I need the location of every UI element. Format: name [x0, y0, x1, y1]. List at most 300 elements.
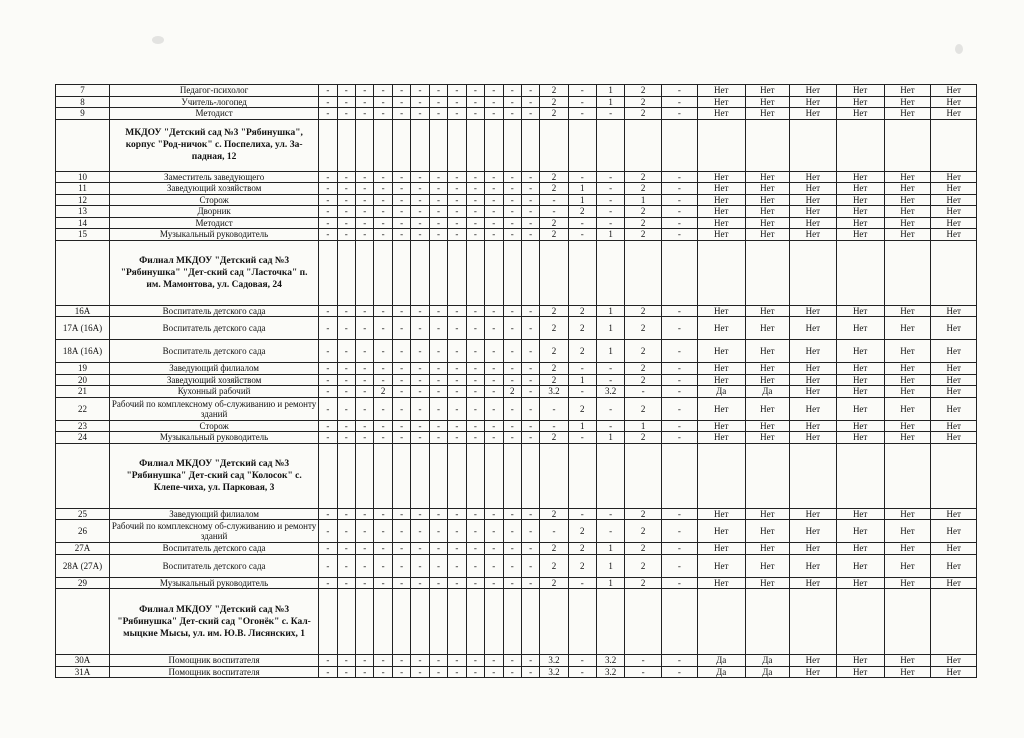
factor-value-cell: -: [411, 229, 429, 241]
factor-value-cell: -: [466, 183, 484, 195]
factor-value-cell: -: [448, 96, 466, 108]
yes-no-cell: Нет: [836, 543, 884, 555]
row-number: 11: [56, 183, 110, 195]
factor-value-cell: 2: [625, 171, 662, 183]
factor-value-cell: -: [466, 108, 484, 120]
factor-value-cell: -: [503, 374, 521, 386]
factor-value-cell: -: [448, 386, 466, 398]
yes-no-cell: Нет: [836, 554, 884, 577]
factor-value-cell: -: [466, 508, 484, 520]
factor-value-cell: 2: [374, 386, 392, 398]
yes-no-cell: Нет: [745, 183, 789, 195]
empty-cell: [337, 240, 355, 305]
empty-cell: [745, 443, 789, 508]
section-title: Филиал МКДОУ "Детский сад №3 "Рябинушка" Дет-ский сад "Колосок" с. Клепе-чиха, ул. Парковая, 3: [110, 443, 319, 508]
yes-no-cell: Нет: [836, 217, 884, 229]
yes-no-cell: Нет: [789, 171, 836, 183]
factor-value-cell: -: [392, 386, 410, 398]
factor-value-cell: -: [356, 206, 374, 218]
factor-value-cell: -: [448, 194, 466, 206]
factor-value-cell: -: [448, 317, 466, 340]
factor-value-cell: -: [392, 340, 410, 363]
yes-no-cell: Нет: [884, 577, 931, 589]
factor-value-cell: 2: [503, 386, 521, 398]
empty-cell: [789, 443, 836, 508]
factor-value-cell: -: [392, 363, 410, 375]
factor-value-cell: 2: [625, 206, 662, 218]
factor-value-cell: -: [411, 386, 429, 398]
table-row: [56, 554, 977, 577]
yes-no-cell: Нет: [745, 108, 789, 120]
yes-no-cell: Нет: [697, 96, 745, 108]
factor-value-cell: -: [466, 666, 484, 678]
factor-value-cell: 2: [568, 305, 596, 317]
position-name: Кухонный рабочий: [110, 386, 319, 398]
yes-no-cell: Нет: [697, 171, 745, 183]
factor-value-cell: -: [411, 577, 429, 589]
yes-no-cell: Нет: [789, 666, 836, 678]
factor-value-cell: 1: [596, 577, 624, 589]
factor-value-cell: -: [374, 217, 392, 229]
empty-cell: [503, 589, 521, 655]
empty-cell: [521, 240, 539, 305]
factor-value-cell: -: [485, 577, 503, 589]
factor-value-cell: 2: [540, 171, 568, 183]
factor-value-cell: -: [374, 305, 392, 317]
empty-cell: [466, 240, 484, 305]
factor-value-cell: -: [448, 340, 466, 363]
factor-value-cell: -: [521, 520, 539, 543]
factor-value-cell: -: [429, 543, 447, 555]
yes-no-cell: Нет: [745, 520, 789, 543]
yes-no-cell: Нет: [836, 317, 884, 340]
empty-cell: [568, 240, 596, 305]
yes-no-cell: Нет: [884, 554, 931, 577]
empty-cell: [836, 240, 884, 305]
yes-no-cell: Нет: [884, 655, 931, 667]
row-number: 31А: [56, 666, 110, 678]
factor-value-cell: -: [337, 508, 355, 520]
yes-no-cell: Нет: [884, 520, 931, 543]
yes-no-cell: Нет: [789, 217, 836, 229]
factor-value-cell: 2: [540, 432, 568, 444]
empty-cell: [485, 119, 503, 171]
factor-value-cell: -: [485, 374, 503, 386]
yes-no-cell: Нет: [931, 363, 977, 375]
empty-cell: [521, 443, 539, 508]
factor-value-cell: -: [337, 543, 355, 555]
position-name: Заместитель заведующего: [110, 171, 319, 183]
factor-value-cell: -: [568, 217, 596, 229]
factor-value-cell: -: [319, 194, 337, 206]
section-title: Филиал МКДОУ "Детский сад №3 "Рябинушка" Дет-ский сад "Огонёк" с. Кал-мыцкие Мысы, ул. им. Ю.В. Лисянских, 1: [110, 589, 319, 655]
scan-smudge: [955, 44, 963, 54]
factor-value-cell: -: [485, 108, 503, 120]
factor-value-cell: 3.2: [540, 386, 568, 398]
factor-value-cell: -: [662, 317, 698, 340]
table-row: [56, 194, 977, 206]
factor-value-cell: -: [429, 432, 447, 444]
factor-value-cell: 2: [540, 340, 568, 363]
factor-value-cell: -: [374, 229, 392, 241]
yes-no-cell: Нет: [884, 420, 931, 432]
table-row: [56, 655, 977, 667]
factor-value-cell: -: [429, 108, 447, 120]
factor-value-cell: 2: [540, 554, 568, 577]
factor-value-cell: -: [662, 520, 698, 543]
yes-no-cell: Нет: [931, 85, 977, 97]
yes-no-cell: Нет: [745, 577, 789, 589]
table-row: [56, 108, 977, 120]
factor-value-cell: -: [662, 217, 698, 229]
yes-no-cell: Нет: [697, 432, 745, 444]
factor-value-cell: -: [466, 340, 484, 363]
empty-cell: [931, 589, 977, 655]
factor-value-cell: -: [448, 432, 466, 444]
yes-no-cell: Нет: [697, 206, 745, 218]
factor-value-cell: -: [319, 171, 337, 183]
yes-no-cell: Нет: [836, 432, 884, 444]
factor-value-cell: -: [337, 340, 355, 363]
yes-no-cell: Нет: [884, 217, 931, 229]
factor-value-cell: -: [503, 96, 521, 108]
factor-value-cell: -: [448, 171, 466, 183]
factor-value-cell: -: [662, 374, 698, 386]
factor-value-cell: -: [503, 397, 521, 420]
row-number: 27А: [56, 543, 110, 555]
empty-cell: [503, 443, 521, 508]
factor-value-cell: 2: [625, 374, 662, 386]
factor-value-cell: -: [319, 577, 337, 589]
section-header-row: [56, 589, 977, 655]
factor-value-cell: -: [448, 577, 466, 589]
empty-cell: [319, 443, 337, 508]
yes-no-cell: Нет: [931, 206, 977, 218]
table-row: [56, 171, 977, 183]
factor-value-cell: -: [568, 655, 596, 667]
table-row: [56, 183, 977, 195]
factor-value-cell: -: [356, 229, 374, 241]
scan-smudge: [152, 36, 164, 44]
factor-value-cell: -: [429, 305, 447, 317]
factor-value-cell: -: [503, 363, 521, 375]
factor-value-cell: -: [374, 171, 392, 183]
factor-value-cell: -: [356, 85, 374, 97]
yes-no-cell: Нет: [789, 108, 836, 120]
factor-value-cell: -: [392, 171, 410, 183]
factor-value-cell: -: [337, 397, 355, 420]
yes-no-cell: Нет: [931, 397, 977, 420]
yes-no-cell: Нет: [931, 340, 977, 363]
yes-no-cell: Нет: [745, 96, 789, 108]
yes-no-cell: Нет: [697, 183, 745, 195]
factor-value-cell: 3.2: [596, 386, 624, 398]
factor-value-cell: -: [319, 554, 337, 577]
factor-value-cell: -: [596, 108, 624, 120]
factor-value-cell: -: [503, 108, 521, 120]
factor-value-cell: -: [662, 386, 698, 398]
empty-cell: [884, 240, 931, 305]
row-number: 9: [56, 108, 110, 120]
yes-no-cell: Да: [697, 386, 745, 398]
position-name: Методист: [110, 108, 319, 120]
factor-value-cell: -: [662, 340, 698, 363]
factor-value-cell: -: [411, 194, 429, 206]
factor-value-cell: -: [429, 655, 447, 667]
factor-value-cell: -: [374, 340, 392, 363]
yes-no-cell: Да: [745, 386, 789, 398]
factor-value-cell: -: [411, 183, 429, 195]
factor-value-cell: -: [596, 217, 624, 229]
table-row: [56, 206, 977, 218]
factor-value-cell: -: [319, 108, 337, 120]
factor-value-cell: -: [337, 655, 355, 667]
table-row: [56, 520, 977, 543]
factor-value-cell: -: [485, 194, 503, 206]
factor-value-cell: -: [411, 171, 429, 183]
factor-value-cell: 1: [596, 85, 624, 97]
factor-value-cell: -: [411, 108, 429, 120]
factor-value-cell: -: [337, 363, 355, 375]
empty-cell: [931, 443, 977, 508]
factor-value-cell: -: [568, 386, 596, 398]
factor-value-cell: -: [448, 508, 466, 520]
factor-value-cell: -: [485, 96, 503, 108]
yes-no-cell: Нет: [836, 183, 884, 195]
empty-cell: [540, 443, 568, 508]
factor-value-cell: -: [411, 374, 429, 386]
factor-value-cell: -: [662, 96, 698, 108]
factor-value-cell: 2: [568, 520, 596, 543]
factor-value-cell: -: [429, 206, 447, 218]
yes-no-cell: Нет: [931, 655, 977, 667]
factor-value-cell: -: [337, 520, 355, 543]
factor-value-cell: -: [392, 206, 410, 218]
factor-value-cell: -: [392, 543, 410, 555]
factor-value-cell: -: [337, 305, 355, 317]
factor-value-cell: -: [448, 305, 466, 317]
factor-value-cell: -: [429, 420, 447, 432]
factor-value-cell: -: [356, 96, 374, 108]
factor-value-cell: -: [485, 432, 503, 444]
document-page: [55, 84, 977, 678]
factor-value-cell: -: [337, 374, 355, 386]
factor-value-cell: -: [356, 340, 374, 363]
position-name: Музыкальный руководитель: [110, 577, 319, 589]
empty-cell: [596, 240, 624, 305]
yes-no-cell: Да: [745, 655, 789, 667]
yes-no-cell: Нет: [931, 374, 977, 386]
yes-no-cell: Нет: [789, 85, 836, 97]
empty-cell: [503, 240, 521, 305]
factor-value-cell: -: [485, 217, 503, 229]
yes-no-cell: Нет: [697, 554, 745, 577]
yes-no-cell: Нет: [745, 508, 789, 520]
factor-value-cell: -: [356, 217, 374, 229]
factor-value-cell: 2: [568, 543, 596, 555]
factor-value-cell: -: [503, 508, 521, 520]
factor-value-cell: -: [319, 363, 337, 375]
yes-no-cell: Нет: [836, 508, 884, 520]
factor-value-cell: 2: [625, 397, 662, 420]
factor-value-cell: -: [466, 317, 484, 340]
factor-value-cell: 1: [568, 420, 596, 432]
yes-no-cell: Нет: [884, 340, 931, 363]
factor-value-cell: -: [540, 420, 568, 432]
yes-no-cell: Нет: [789, 363, 836, 375]
factor-value-cell: -: [411, 305, 429, 317]
table-row: [56, 363, 977, 375]
factor-value-cell: -: [521, 508, 539, 520]
yes-no-cell: Нет: [789, 96, 836, 108]
factor-value-cell: -: [521, 229, 539, 241]
position-name: Сторож: [110, 420, 319, 432]
factor-value-cell: -: [411, 363, 429, 375]
factor-value-cell: -: [392, 108, 410, 120]
factor-value-cell: -: [485, 508, 503, 520]
empty-cell: [466, 589, 484, 655]
factor-value-cell: -: [448, 374, 466, 386]
yes-no-cell: Нет: [836, 229, 884, 241]
table-row: [56, 577, 977, 589]
factor-value-cell: -: [568, 666, 596, 678]
yes-no-cell: Нет: [789, 420, 836, 432]
position-name: Учитель-логопед: [110, 96, 319, 108]
factor-value-cell: 2: [625, 229, 662, 241]
empty-cell: [392, 119, 410, 171]
yes-no-cell: Нет: [697, 317, 745, 340]
factor-value-cell: -: [392, 229, 410, 241]
factor-value-cell: -: [485, 183, 503, 195]
factor-value-cell: -: [356, 420, 374, 432]
factor-value-cell: 2: [625, 508, 662, 520]
empty-cell: [836, 119, 884, 171]
factor-value-cell: -: [356, 577, 374, 589]
factor-value-cell: -: [596, 520, 624, 543]
factor-value-cell: -: [411, 543, 429, 555]
empty-cell: [374, 589, 392, 655]
position-name: Заведующий филиалом: [110, 508, 319, 520]
yes-no-cell: Нет: [931, 554, 977, 577]
factor-value-cell: -: [485, 520, 503, 543]
row-number: 26: [56, 520, 110, 543]
factor-value-cell: 3.2: [596, 655, 624, 667]
factor-value-cell: 2: [540, 374, 568, 386]
factor-value-cell: -: [503, 543, 521, 555]
table-row: [56, 340, 977, 363]
factor-value-cell: -: [521, 666, 539, 678]
factor-value-cell: -: [374, 543, 392, 555]
factor-value-cell: 2: [625, 305, 662, 317]
factor-value-cell: -: [374, 363, 392, 375]
factor-value-cell: -: [521, 85, 539, 97]
factor-value-cell: 1: [596, 543, 624, 555]
table-row: [56, 229, 977, 241]
position-name: Помощник воспитателя: [110, 655, 319, 667]
table-row: [56, 217, 977, 229]
empty-cell: [356, 589, 374, 655]
empty-cell: [374, 240, 392, 305]
factor-value-cell: -: [596, 206, 624, 218]
factor-value-cell: -: [485, 666, 503, 678]
empty-cell: [662, 589, 698, 655]
factor-value-cell: -: [662, 554, 698, 577]
yes-no-cell: Нет: [884, 317, 931, 340]
factor-value-cell: 2: [540, 96, 568, 108]
yes-no-cell: Нет: [931, 420, 977, 432]
position-name: Помощник воспитателя: [110, 666, 319, 678]
position-name: Музыкальный руководитель: [110, 229, 319, 241]
yes-no-cell: Нет: [789, 554, 836, 577]
factor-value-cell: -: [521, 183, 539, 195]
factor-value-cell: -: [466, 96, 484, 108]
factor-value-cell: -: [662, 194, 698, 206]
empty-cell: [540, 589, 568, 655]
row-number-cell: [56, 443, 110, 508]
factor-value-cell: -: [411, 420, 429, 432]
factor-value-cell: -: [503, 520, 521, 543]
empty-cell: [697, 240, 745, 305]
section-title: МКДОУ "Детский сад №3 "Рябинушка", корпус "Род-ничок" с. Поспелиха, ул. За-падная, 12: [110, 119, 319, 171]
empty-cell: [337, 119, 355, 171]
factor-value-cell: -: [503, 171, 521, 183]
yes-no-cell: Нет: [745, 420, 789, 432]
position-name: Методист: [110, 217, 319, 229]
yes-no-cell: Нет: [745, 171, 789, 183]
factor-value-cell: -: [503, 217, 521, 229]
factor-value-cell: -: [485, 420, 503, 432]
empty-cell: [448, 240, 466, 305]
row-number: 14: [56, 217, 110, 229]
factor-value-cell: -: [337, 85, 355, 97]
factor-value-cell: -: [662, 432, 698, 444]
factor-value-cell: -: [521, 554, 539, 577]
yes-no-cell: Нет: [789, 397, 836, 420]
row-number: 22: [56, 397, 110, 420]
factor-value-cell: -: [521, 577, 539, 589]
empty-cell: [625, 240, 662, 305]
table-row: [56, 386, 977, 398]
factor-value-cell: -: [466, 194, 484, 206]
table-row: [56, 543, 977, 555]
yes-no-cell: Нет: [745, 305, 789, 317]
factor-value-cell: -: [521, 108, 539, 120]
factor-value-cell: -: [521, 420, 539, 432]
yes-no-cell: Нет: [789, 229, 836, 241]
yes-no-cell: Нет: [697, 229, 745, 241]
empty-cell: [319, 589, 337, 655]
factor-value-cell: -: [466, 374, 484, 386]
section-header-row: [56, 119, 977, 171]
yes-no-cell: Нет: [884, 108, 931, 120]
yes-no-cell: Нет: [789, 374, 836, 386]
yes-no-cell: Нет: [745, 554, 789, 577]
factor-value-cell: -: [466, 229, 484, 241]
factor-value-cell: -: [448, 183, 466, 195]
empty-cell: [411, 119, 429, 171]
position-name: Рабочий по комплексному об-служиванию и ремонту зданий: [110, 397, 319, 420]
factor-value-cell: 2: [625, 543, 662, 555]
row-number: 17А (16А): [56, 317, 110, 340]
yes-no-cell: Да: [745, 666, 789, 678]
factor-value-cell: -: [485, 229, 503, 241]
row-number: 30А: [56, 655, 110, 667]
factor-value-cell: -: [319, 655, 337, 667]
empty-cell: [356, 240, 374, 305]
empty-cell: [568, 443, 596, 508]
empty-cell: [697, 119, 745, 171]
yes-no-cell: Нет: [836, 85, 884, 97]
